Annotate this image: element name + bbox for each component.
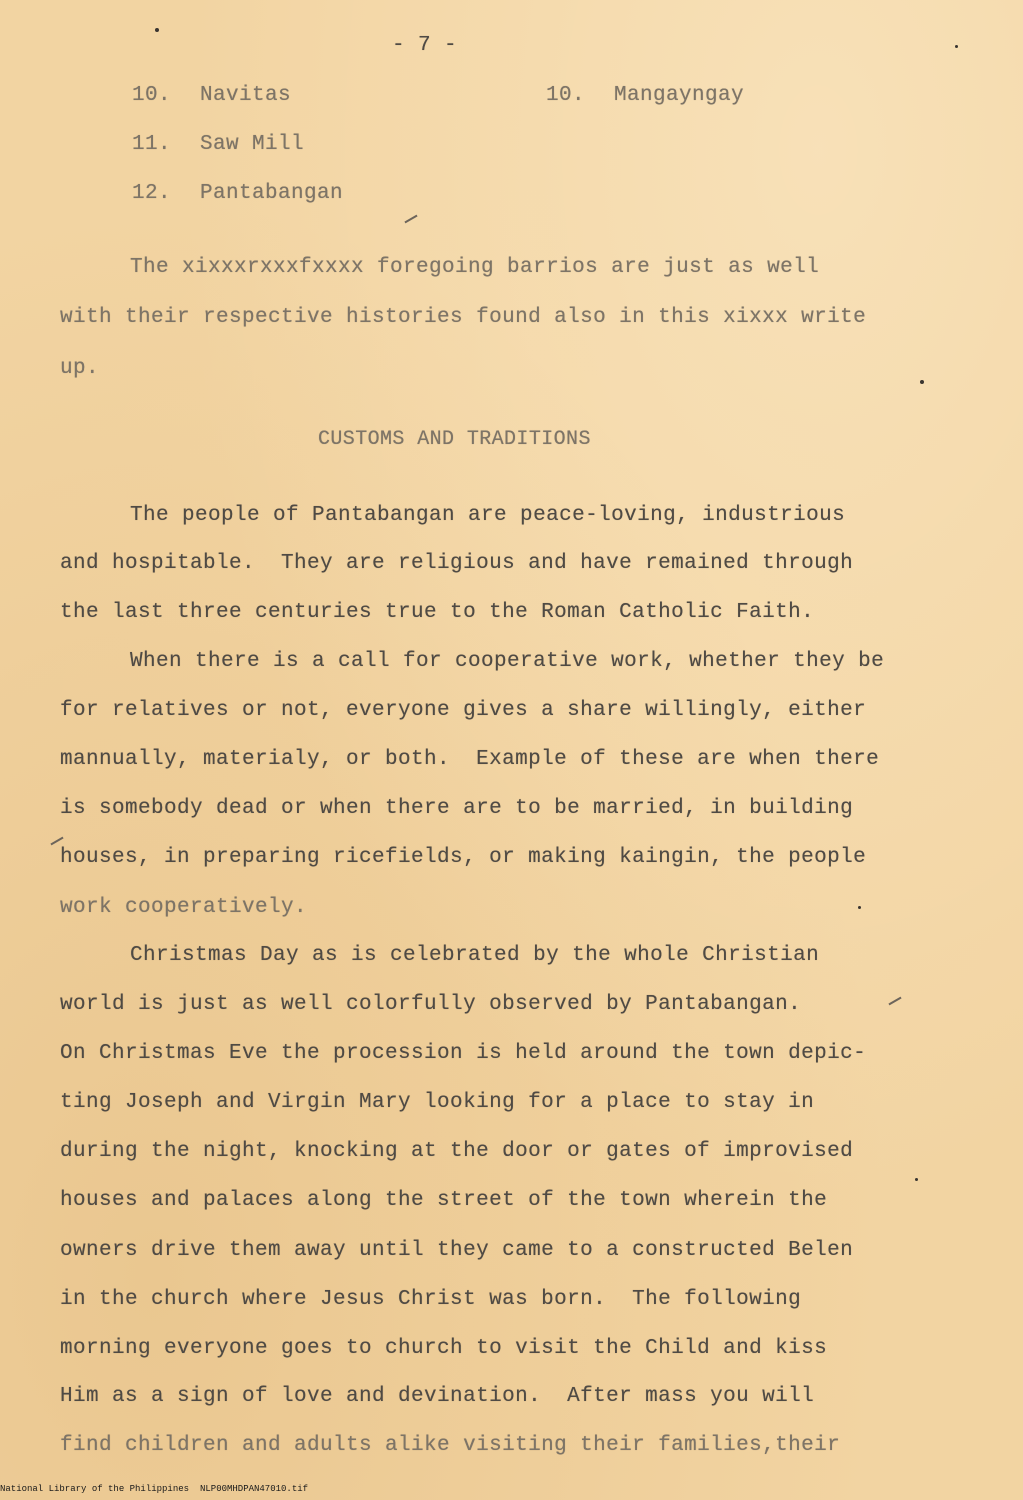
paper-speck: [915, 1178, 918, 1181]
paragraph3-line-1: Christmas Day as is celebrated by the whole Christian: [130, 944, 820, 967]
paragraph2-line-1: When there is a call for cooperative work, whether they be: [130, 650, 885, 673]
archive-footer-left: National Library of the Philippines: [0, 1484, 190, 1494]
paper-speck: [955, 45, 958, 48]
barrio-10-number: 10.: [132, 84, 172, 107]
paragraph3-line-7: owners drive them away until they came to a constructed Belen: [60, 1239, 854, 1262]
paragraph2-line-6: work cooperatively.: [60, 896, 308, 919]
barrio-10b-name: Mangayngay: [614, 84, 745, 107]
barrio-12-number: 12.: [132, 182, 172, 205]
barrio-11-name: Saw Mill: [200, 133, 305, 156]
paragraph3-line-5: during the night, knocking at the door or gates of improvised: [60, 1140, 854, 1163]
pen-mark: [404, 215, 417, 224]
intro-line-1: The xixxxrxxxfxxxx foregoing barrios are just as well: [130, 256, 820, 279]
barrio-11-number: 11.: [132, 133, 172, 156]
page-number: - 7 -: [392, 34, 458, 57]
paragraph3-line-4: ting Joseph and Virgin Mary looking for a place to stay in: [60, 1091, 815, 1114]
paragraph3-line-3: On Christmas Eve the procession is held around the town depic-: [60, 1042, 867, 1065]
barrio-10-name: Navitas: [200, 84, 292, 107]
paragraph1-line-1: The people of Pantabangan are peace-loving, industrious: [130, 504, 846, 527]
paragraph2-line-2: for relatives or not, everyone gives a share willingly, either: [60, 699, 867, 722]
paragraph3-line-9: morning everyone goes to church to visit the Child and kiss: [60, 1337, 828, 1360]
paragraph2-line-3: mannually, materialy, or both. Example of these are when there: [60, 748, 880, 771]
intro-line-3: up.: [60, 357, 100, 380]
section-heading: CUSTOMS AND TRADITIONS: [318, 428, 591, 451]
paragraph2-line-5: houses, in preparing ricefields, or making kaingin, the people: [60, 846, 867, 869]
paper-speck: [155, 28, 159, 32]
paper-speck: [858, 906, 861, 909]
paragraph3-line-6: houses and palaces along the street of the town wherein the: [60, 1189, 828, 1212]
barrio-12-name: Pantabangan: [200, 182, 344, 205]
paragraph3-line-11: find children and adults alike visiting their families,their: [60, 1434, 841, 1457]
paragraph1-line-3: the last three centuries true to the Roman Catholic Faith.: [60, 601, 815, 624]
archive-footer-right: NLP00MHDPAN47010.tif: [200, 1484, 309, 1494]
paragraph3-line-2: world is just as well colorfully observed by Pantabangan.: [60, 993, 802, 1016]
paragraph1-line-2: and hospitable. They are religious and have remained through: [60, 552, 854, 575]
paragraph2-line-4: is somebody dead or when there are to be married, in building: [60, 797, 854, 820]
pen-mark: [50, 837, 63, 846]
barrio-10b-number: 10.: [546, 84, 586, 107]
paper-speck: [920, 380, 924, 384]
paragraph3-line-10: Him as a sign of love and devination. After mass you will: [60, 1385, 815, 1408]
paragraph3-line-8: in the church where Jesus Christ was born. The following: [60, 1288, 802, 1311]
intro-line-2: with their respective histories found also in this xixxx write: [60, 306, 867, 329]
